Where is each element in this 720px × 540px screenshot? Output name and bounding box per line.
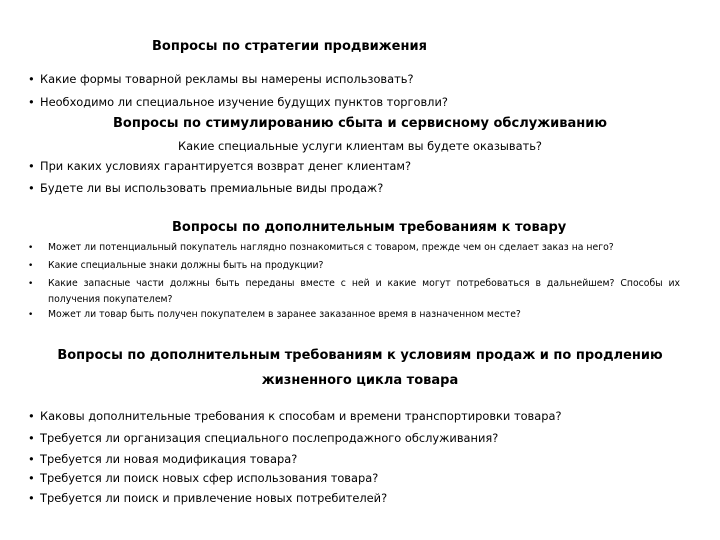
- bullet-icon: •: [28, 310, 34, 320]
- bullet-icon: •: [28, 491, 35, 505]
- list-item-text: Будете ли вы использовать премиальные виды продаж?: [40, 181, 384, 195]
- bullet-icon: •: [28, 181, 35, 195]
- section3-heading: Вопросы по дополнительным требованиям к товару: [172, 220, 567, 235]
- list-item-text: Может ли потенциальный покупатель наглядно познакомиться с товаром, прежде чем он сделает заказ на него?: [48, 242, 614, 253]
- bullet-icon: •: [28, 409, 35, 423]
- list-item: [28, 240, 680, 256]
- bullet-icon: •: [28, 279, 34, 289]
- bullet-icon: •: [28, 431, 35, 445]
- list-item-text: Требуется ли новая модификация товара?: [40, 452, 298, 466]
- bullet-icon: •: [28, 95, 35, 109]
- list-item-text: Каковы дополнительные требования к способам и времени транспортировки товара?: [40, 409, 562, 423]
- list-item-text: Требуется ли поиск и привлечение новых потребителей?: [40, 491, 388, 505]
- list-item-text: Требуется ли поиск новых сфер использования товара?: [40, 471, 379, 485]
- list-item: [28, 307, 680, 323]
- bullet-icon: •: [28, 261, 34, 271]
- bullet-icon: •: [28, 72, 35, 86]
- list-item-text: Какие специальные знаки должны быть на продукции?: [48, 260, 324, 271]
- section1-heading: Вопросы по стратегии продвижения: [152, 39, 427, 54]
- list-item-text: Требуется ли организация специального послепродажного обслуживания?: [40, 431, 499, 445]
- section4-heading-line1: Вопросы по дополнительным требованиям к условиям продаж и по продлению: [57, 348, 663, 363]
- list-item-text: При каких условиях гарантируется возврат денег клиентам?: [40, 159, 412, 173]
- list-item-text: Какие формы товарной рекламы вы намерены использовать?: [40, 72, 414, 86]
- list-item-text: Может ли товар быть получен покупателем в заранее заказанное время в назначенном месте?: [48, 309, 521, 320]
- list-item-text: Необходимо ли специальное изучение будущих пунктов торговли?: [40, 95, 448, 109]
- bullet-icon: •: [28, 243, 34, 253]
- section2-subline: Какие специальные услуги клиентам вы будете оказывать?: [178, 139, 542, 153]
- list-item: [28, 258, 680, 274]
- list-item: [28, 276, 680, 308]
- bullet-icon: •: [28, 159, 35, 173]
- bullet-icon: •: [28, 452, 35, 466]
- section4-heading-line2: жизненного цикла товара: [261, 373, 459, 388]
- bullet-icon: •: [28, 471, 35, 485]
- list-item-text: Какие запасные части должны быть переданы вместе с ней и какие могут потребоваться в дальнейшем? Способы их получения покупателем?: [48, 278, 680, 305]
- section2-heading: Вопросы по стимулированию сбыта и сервисному обслуживанию: [113, 116, 607, 131]
